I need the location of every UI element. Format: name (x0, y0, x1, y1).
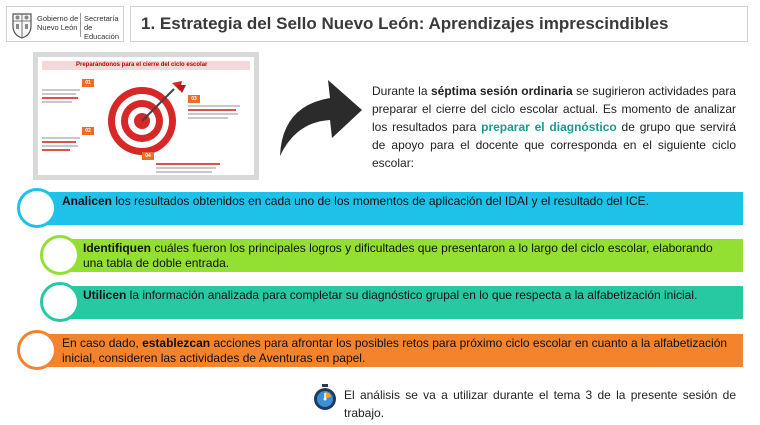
state-crest-icon (11, 11, 33, 39)
thumbnail-text-line (156, 163, 220, 165)
step-analyze: Analicen los resultados obtenidos en cada uno de los momentos de aplicación del IDAI y el resultado del ICE. (33, 192, 743, 225)
step-identify: Identifiquen cuáles fueron los principales logros y dificultades que presentaron a lo largo del ciclo escolar, elaborando una tabla de doble entrada. (57, 239, 743, 272)
logo-divider (80, 13, 81, 37)
step-marker-4 (17, 330, 57, 370)
thumbnail-text-line (156, 167, 216, 169)
thumbnail-title-bar (42, 61, 250, 70)
timer-icon (312, 384, 338, 410)
diagnostic-highlight: preparar el diagnóstico (481, 120, 617, 134)
secretariat-name: Secretaría de Educación (84, 14, 120, 41)
session-note: El análisis se va a utilizar durante el tema 3 de la presente sesión de trabajo. (344, 388, 736, 420)
activity-thumbnail (33, 52, 259, 180)
target-bullseye-icon (104, 77, 188, 157)
title-box (130, 6, 748, 42)
thumbnail-text-line (42, 141, 76, 143)
step-establish-actions: En caso dado, establezcan acciones para afrontar los posibles retos para próximo ciclo escolar en cuanto a la alfabetización inicial, consideren las actividades de Aventuras en papel. (33, 334, 743, 367)
thumbnail-badge-3: 03 (188, 95, 200, 103)
thumbnail-text-line (188, 117, 228, 119)
thumbnail-title: Preparándonos para el cierre del ciclo escolar (76, 62, 208, 68)
thumbnail-content (38, 57, 254, 175)
step-marker-3 (40, 282, 80, 322)
thumbnail-text-line (42, 145, 78, 147)
thumbnail-text-line (188, 109, 236, 111)
government-name: Gobierno de Nuevo León (37, 14, 79, 32)
thumbnail-text-line (42, 137, 80, 139)
step-use-information: Utilicen la información analizada para completar su diagnóstico grupal en lo que respecta a la alfabetización inicial. (57, 286, 743, 319)
header (6, 6, 748, 42)
thumbnail-text-line (156, 171, 212, 173)
thumbnail-text-line (42, 149, 70, 151)
thumbnail-text-line (188, 113, 238, 115)
thumbnail-badge-4: 04 (142, 152, 154, 160)
thumbnail-text-line (42, 101, 72, 103)
step-marker-2 (40, 235, 80, 275)
page-title: 1. Estrategia del Sello Nuevo León: Aprendizajes imprescindibles (141, 14, 669, 33)
intro-paragraph: Durante la séptima sesión ordinaria se sugirieron actividades para preparar el cierre del ciclo escolar actual. Es momento de analizar los resultados para preparar el diagnóstico de grupo que servirá de apoyo para el docente que corresponda en el siguiente ciclo escolar: (372, 84, 737, 170)
step-marker-1 (17, 188, 57, 228)
curved-arrow-icon (278, 72, 364, 158)
thumbnail-text-line (42, 93, 76, 95)
thumbnail-badge-1: 01 (82, 79, 94, 87)
thumbnail-text-line (42, 89, 80, 91)
thumbnail-text-line (42, 97, 78, 99)
thumbnail-text-line (188, 105, 240, 107)
government-logo (6, 6, 124, 42)
thumbnail-badge-2: 02 (82, 127, 94, 135)
